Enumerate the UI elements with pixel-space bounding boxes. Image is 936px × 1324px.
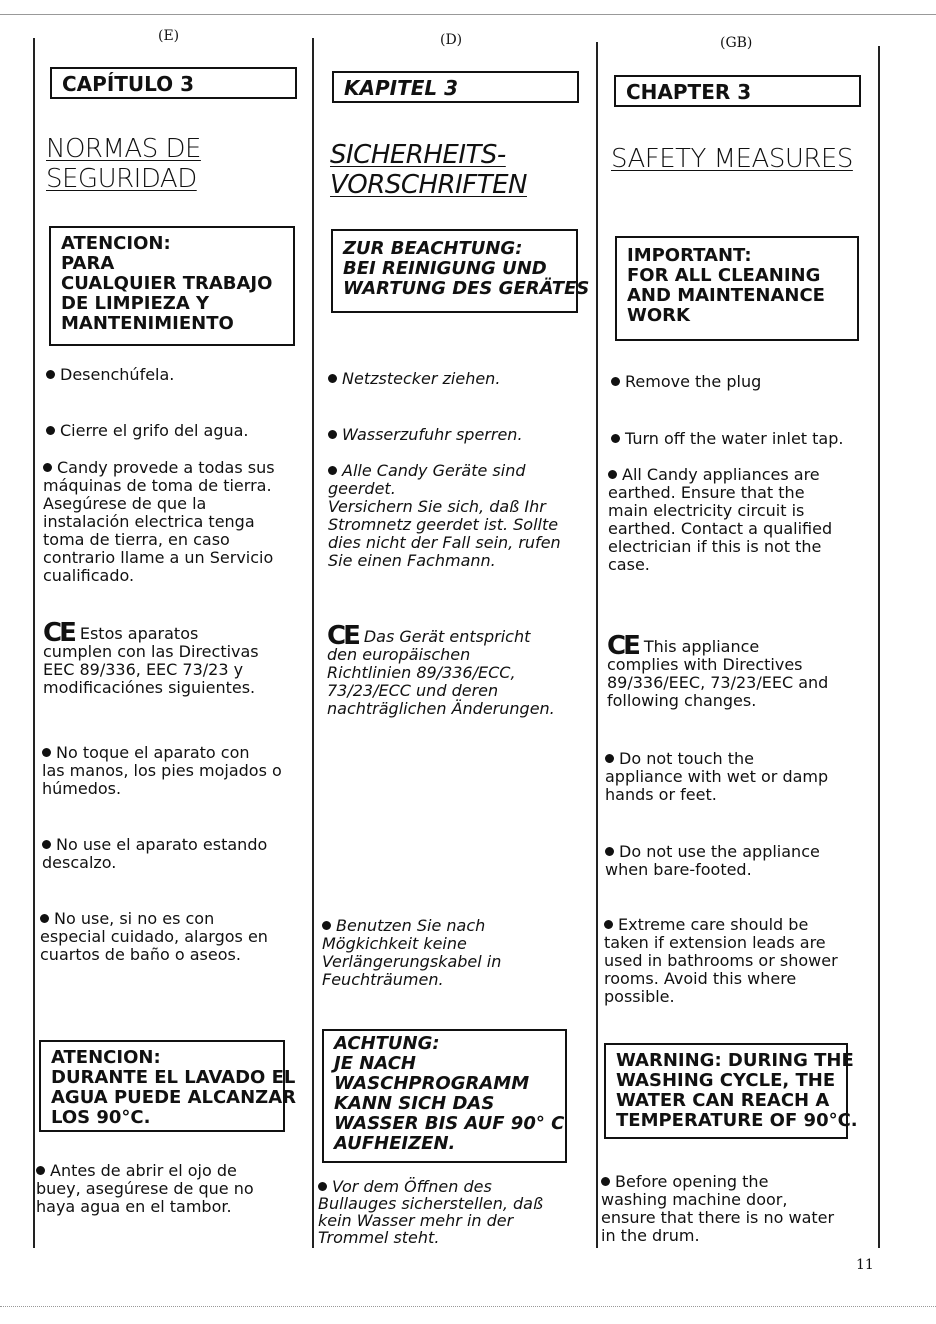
bullet-icon: [318, 1182, 327, 1191]
instruction-earthing-gb: All Candy appliances are earthed. Ensure that the main electricity circuit is earthed. Contact a qualified electrician if this is not the case.: [608, 465, 833, 574]
instruction-unplug-gb: Remove the plug: [611, 373, 761, 391]
ce-mark-icon: CE: [327, 621, 358, 651]
bullet-icon: [40, 914, 49, 923]
bullet-icon: [36, 1166, 45, 1175]
chapter-heading-gb: CHAPTER 3: [614, 75, 861, 107]
instruction-wet-hands-es: No toque el aparato con las manos, los pies mojados o húmedos.: [42, 743, 282, 798]
maintenance-notice-de: ZUR BEACHTUNG: BEI REINIGUNG UND WARTUNG DES GERÄTES: [331, 229, 578, 313]
bullet-icon: [328, 430, 337, 439]
maintenance-notice-gb: IMPORTANT: FOR ALL CLEANING AND MAINTENANCE WORK: [615, 236, 859, 341]
instruction-door-es: Antes de abrir el ojo de buey, asegúrese de que no haya agua en el tambor.: [36, 1161, 254, 1216]
section-title-gb: SAFETY MEASURES: [611, 144, 853, 174]
column-rule-1: [312, 38, 314, 1248]
chapter-heading-de: KAPITEL 3: [332, 71, 579, 103]
instruction-earthing-de: Alle Candy Geräte sind geerdet. Versichern Sie sich, daß Ihr Stromnetz geerdet ist. Sollte dies nicht der Fall sein, rufen Sie einen Fachmann.: [328, 461, 561, 570]
ce-mark-icon: CE: [607, 631, 638, 661]
temperature-warning-de: ACHTUNG: JE NACH WASCHPROGRAMM KANN SICH DAS WASSER BIS AUF 90° C AUFHEIZEN.: [322, 1029, 567, 1163]
bullet-icon: [46, 370, 55, 379]
bottom-rule: [0, 1306, 936, 1307]
temperature-warning-gb: WARNING: DURING THE WASHING CYCLE, THE WATER CAN REACH A TEMPERATURE OF 90°C.: [604, 1043, 848, 1139]
bullet-icon: [601, 1177, 610, 1186]
language-tag-de: (D): [440, 32, 463, 48]
instruction-barefoot-gb: Do not use the appliance when bare-footed.: [605, 842, 820, 879]
page-number: 11: [856, 1257, 874, 1273]
instruction-extension-leads-es: No use, si no es con especial cuidado, alargos en cuartos de baño o aseos.: [40, 909, 268, 964]
instruction-door-de: Vor dem Öffnen des Bullauges sicherstellen, daß kein Wasser mehr in der Trommel steht.: [318, 1177, 544, 1247]
column-rule-right: [878, 46, 880, 1248]
ce-compliance-gb: CE This appliance complies with Directives 89/336/EEC, 73/23/EEC and following changes.: [607, 631, 829, 710]
language-tag-es: (E): [158, 28, 180, 44]
column-rule-2: [596, 42, 598, 1248]
instruction-extension-leads-de: Benutzen Sie nach Mögkichkeit keine Verlängerungskabel in Feuchträumen.: [322, 916, 502, 989]
chapter-heading-es: CAPÍTULO 3: [50, 67, 297, 99]
bullet-icon: [611, 434, 620, 443]
bullet-icon: [43, 463, 52, 472]
ce-mark-icon: CE: [43, 618, 74, 648]
instruction-unplug-es: Desenchúfela.: [46, 366, 174, 384]
bullet-icon: [605, 754, 614, 763]
bullet-icon: [322, 921, 331, 930]
instruction-unplug-de: Netzstecker ziehen.: [328, 370, 500, 388]
top-rule: [0, 14, 936, 15]
bullet-icon: [608, 470, 617, 479]
instruction-earthing-es: Candy provede a todas sus máquinas de toma de tierra. Asegúrese de que la instalación electrica tenga toma de tierra, en caso contrario llame a un Servicio cualificado.: [43, 458, 275, 585]
bullet-icon: [46, 426, 55, 435]
bullet-icon: [42, 840, 51, 849]
bullet-icon: [611, 377, 620, 386]
instruction-water-tap-de: Wasserzufuhr sperren.: [328, 426, 523, 444]
section-title-de: SICHERHEITS- VORSCHRIFTEN: [330, 140, 527, 200]
instruction-door-gb: Before opening the washing machine door, ensure that there is no water in the drum.: [601, 1172, 835, 1245]
instruction-barefoot-es: No use el aparato estando descalzo.: [42, 835, 268, 872]
maintenance-notice-es: ATENCION: PARA CUALQUIER TRABAJO DE LIMPIEZA Y MANTENIMIENTO: [49, 226, 295, 346]
instruction-water-tap-gb: Turn off the water inlet tap.: [611, 430, 843, 448]
ce-compliance-es: CE Estos aparatos cumplen con las Directivas EEC 89/336, EEC 73/23 y modificaciónes siguientes.: [43, 618, 259, 697]
instruction-water-tap-es: Cierre el grifo del agua.: [46, 422, 249, 440]
bullet-icon: [605, 847, 614, 856]
ce-compliance-de: CE Das Gerät entspricht den europäischen Richtlinien 89/336/ECC, 73/23/ECC und deren nachträglichen Änderungen.: [327, 621, 555, 718]
section-title-es: NORMAS DE SEGURIDAD: [46, 134, 201, 194]
instruction-wet-hands-gb: Do not touch the appliance with wet or damp hands or feet.: [605, 749, 829, 804]
bullet-icon: [328, 374, 337, 383]
bullet-icon: [604, 920, 613, 929]
instruction-extension-leads-gb: Extreme care should be taken if extension leads are used in bathrooms or shower rooms. Avoid this where possible.: [604, 915, 838, 1006]
language-tag-gb: (GB): [720, 35, 753, 51]
bullet-icon: [328, 466, 337, 475]
bullet-icon: [42, 748, 51, 757]
column-rule-left: [33, 38, 35, 1248]
temperature-warning-es: ATENCION: DURANTE EL LAVADO EL AGUA PUEDE ALCANZAR LOS 90°C.: [39, 1040, 285, 1132]
